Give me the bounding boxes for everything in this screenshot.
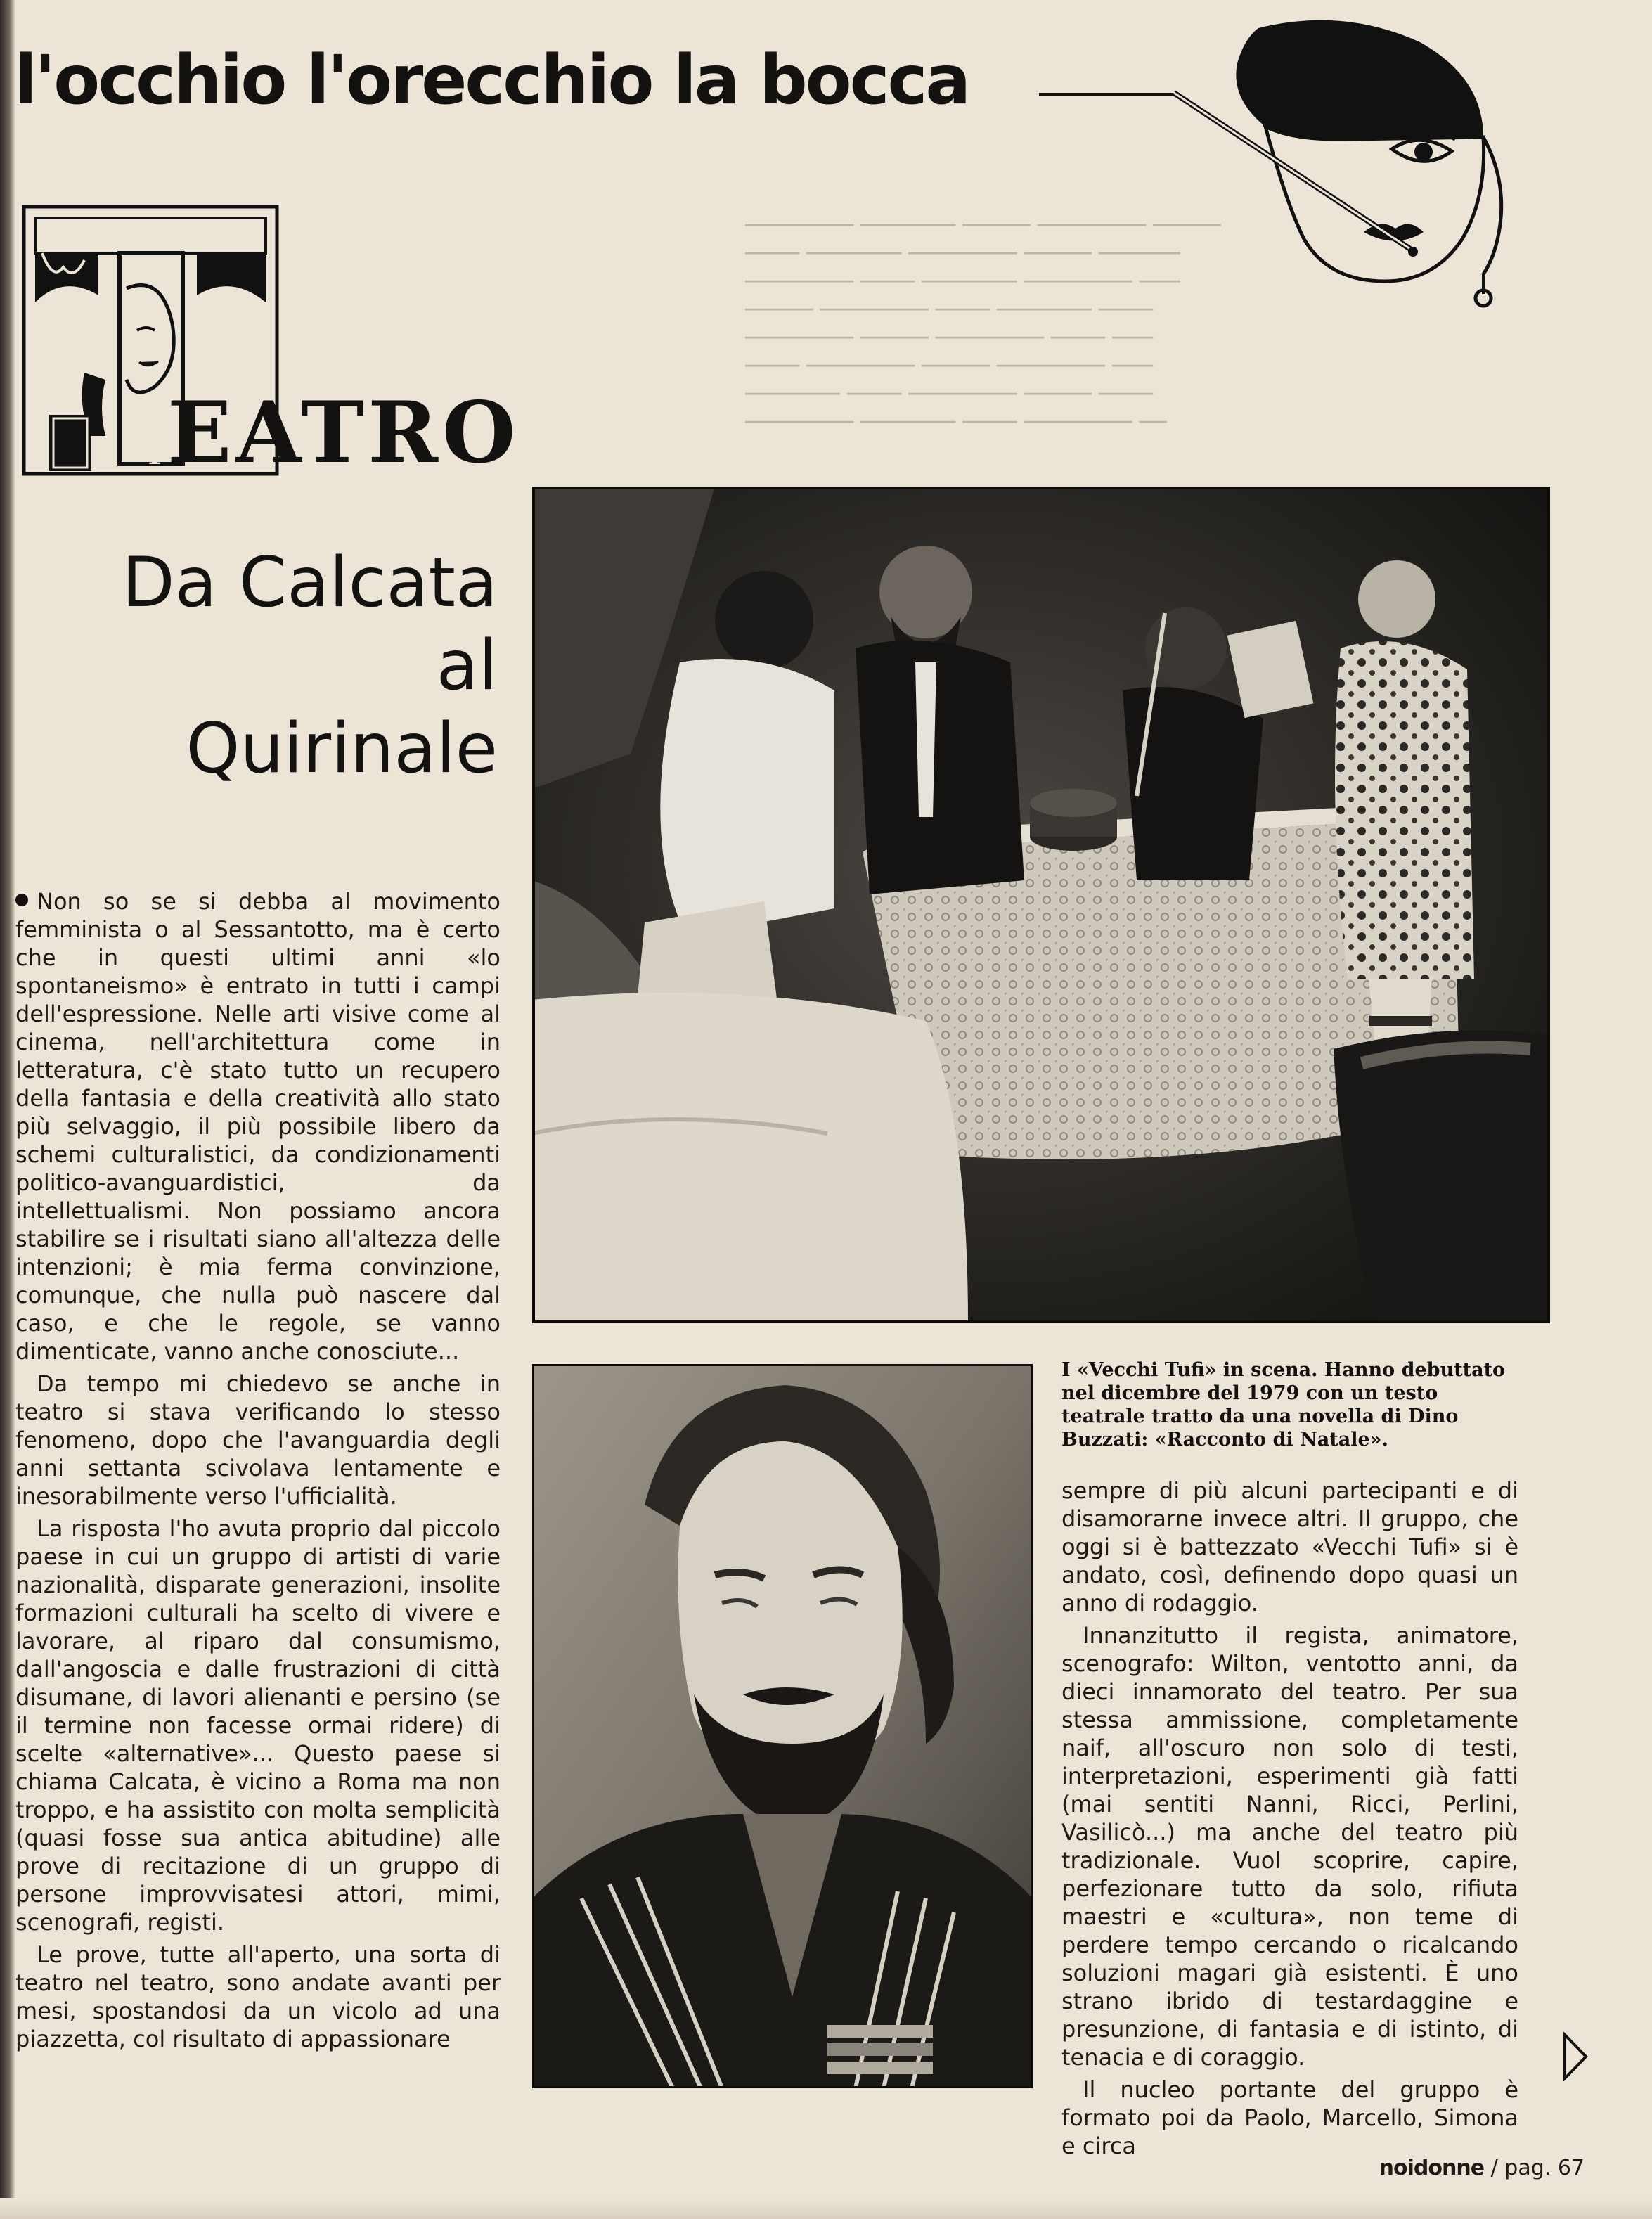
body-column-left: [15, 887, 501, 2057]
body-paragraph: sempre di più alcuni partecipanti e di disamorarne invece altri. Il gruppo, che oggi si è battezzato «Vecchi Tufi» si è andato, così, definendo dopo quasi un anno di rodaggio.: [1061, 1477, 1518, 1616]
bleed-through-texture: ──────── ─────── ───── ──────── ───── ──── ─────── ──────── ───── ────── ──────── ──── ─────── ──────── ─── ───── ──────── ──── ─────── ──── ──────── ───── ──────── ──── ─── ──── ──────── ───── ──────── ─── ─────── ──── ──────── ───── ──── ──────── ─────── ──── ──────── ──: [745, 212, 1221, 435]
article-headline: [42, 541, 498, 790]
section-initial: T: [144, 438, 165, 471]
page-footer: [1379, 2156, 1585, 2180]
headline-line: Quirinale: [186, 709, 498, 789]
magazine-name: noidonne: [1379, 2156, 1485, 2180]
column-title: l'occhio l'orecchio la bocca: [14, 41, 969, 120]
body-paragraph: Il nucleo portante del gruppo è formato poi da Paolo, Marcello, Simona e circa: [1061, 2076, 1518, 2159]
headline-line: Da Calcata: [122, 543, 498, 623]
headline-line: al: [436, 626, 498, 706]
bullet-dot-icon: [15, 894, 28, 906]
stage-scene-photo: [532, 487, 1550, 1323]
page-bottom-shadow: [0, 2198, 1652, 2219]
page-gutter-shadow: [0, 0, 15, 2219]
body-column-right: [1061, 1477, 1518, 2164]
footer-separator: /: [1490, 2156, 1498, 2180]
continue-arrow-icon: [1562, 2032, 1590, 2081]
section-name: EATRO: [167, 383, 520, 482]
body-paragraph: La risposta l'ho avuta proprio dal piccolo paese in cui un gruppo di artisti di varie nazionalità, disparate generazioni, insolite formazioni culturali ha scelto di vivere e lavorare, al riparo dal consumismo, dall'angoscia e dalle frustrazioni di città disumane, di lavori alienanti e persino (se il termine non facesse ormai ridere) di scelte «alternative»... Questo paese si chiama Calcata, è vicino a Roma ma non troppo, e ha assistito con molta semplicità (quasi fosse sua antica abitudine) alle prove di recitazione di un gruppo di persone improvvisatesi attori, mimi, scenografi, registi.: [15, 1515, 501, 1936]
portrait-photo: [532, 1364, 1033, 2088]
page-number: pag. 67: [1504, 2156, 1585, 2180]
photo-caption: I «Vecchi Tufi» in scena. Hanno debuttato nel dicembre del 1979 con un testo teatrale tratto da una novella di Dino Buzzati: «Racconto di Natale».: [1061, 1359, 1506, 1451]
body-paragraph: Non so se si debba al movimento femminista o al Sessantotto, ma è certo che in questi ultimi anni «lo spontaneismo» è entrato in tutti i campi dell'espressione. Nelle arti visive come al cinema, nell'architettura come in letteratura, c'è stato tutto un recupero della fantasia e della creatività allo stato più selvaggio, il più possibile libero da schemi culturalistici, da condizionamenti politico-avanguardistici, da intellettualismi. Non possiamo ancora stabilire se i risultati siano all'altezza delle intenzioni; è mia ferma convinzione, comunque, che nulla può nascere dal caso, e che le regole, se vanno dimenticate, vanno anche conosciute...: [15, 888, 501, 1365]
header-face-illustration: [1153, 14, 1547, 309]
body-paragraph: Innanzitutto il regista, animatore, scenografo: Wilton, ventotto anni, da dieci innamorato del teatro. Per sua stessa ammissione, completamente naif, all'oscuro non solo di testi, interpretazioni, esperimenti già fatti (mai sentiti Nanni, Ricci, Perlini, Vasilicò...) ma anche del teatro più tradizionale. Vuol scoprire, capire, perfezionare tutto da solo, rifiuta maestri e «cultura», non teme di perdere tempo cercando o ricalcando soluzioni magari già esistenti. È uno strano ibrido di testardaggine e presunzione, di fantasia e di istinto, di tenacia e di coraggio.: [1061, 1622, 1518, 2071]
body-paragraph: Da tempo mi chiedevo se anche in teatro si stava verificando lo stesso fenomeno, dopo che l'avanguardia degli anni settanta scivolava lentamente e inesorabilmente verso l'ufficialità.: [15, 1370, 501, 1510]
body-paragraph: Le prove, tutte all'aperto, una sorta di teatro nel teatro, sono andate avanti per mesi, spostandosi da un vicolo ad una piazzetta, col risultato di appassionare: [15, 1941, 501, 2052]
